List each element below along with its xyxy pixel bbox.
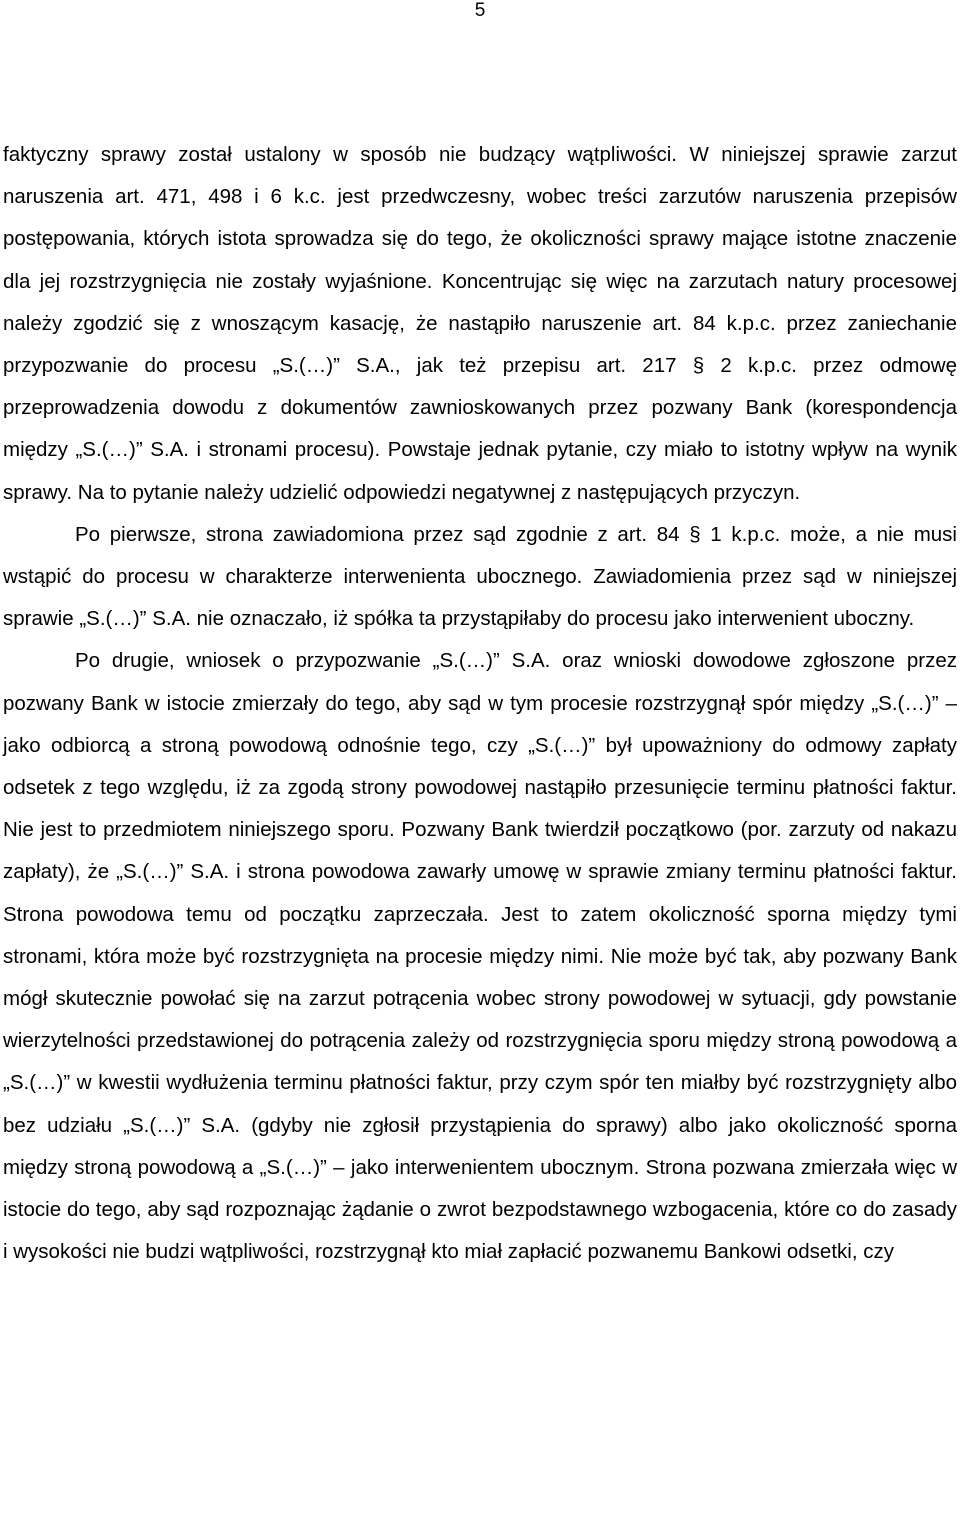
- page-number: 5: [474, 0, 486, 21]
- paragraph-first-reason: Po pierwsze, strona zawiadomiona przez sąd zgodnie z art. 84 § 1 k.p.c. może, a nie musi wstąpić do procesu w charakterze interwenienta ubocznego. Zawiadomienia przez sąd w niniejszej sprawie „S.(…)” S.A. nie oznaczało, iż spółka ta przystąpiłaby do procesu jako interwenient uboczny.: [3, 522, 957, 631]
- document-body: [3, 134, 957, 1273]
- paragraph-continuation: faktyczny sprawy został ustalony w sposób nie budzący wątpliwości. W niniejszej sprawie zarzut naruszenia art. 471, 498 i 6 k.c. jest przedwczesny, wobec treści zarzutów naruszenia przepisów postępowania, których istota sprowadza się do tego, że okoliczności sprawy mające istotne znaczenie dla jej rozstrzygnięcia nie zostały wyjaśnione. Koncentrując się więc na zarzutach natury procesowej należy zgodzić się z wnoszącym kasację, że nastąpiło naruszenie art. 84 k.p.c. przez zaniechanie przypozwanie do procesu „S.(…)” S.A., jak też przepisu art. 217 § 2 k.p.c. przez odmowę przeprowadzenia dowodu z dokumentów zawnioskowanych przez pozwany Bank (korespondencja między „S.(…)” S.A. i stronami procesu). Powstaje jednak pytanie, czy miało to istotny wpływ na wynik sprawy. Na to pytanie należy udzielić odpowiedzi negatywnej z następujących przyczyn.: [3, 143, 957, 504]
- paragraph-second-reason: Po drugie, wniosek o przypozwanie „S.(…)” S.A. oraz wnioski dowodowe zgłoszone przez pozwany Bank w istocie zmierzały do tego, aby sąd w tym procesie rozstrzygnął spór między „S.(…)” – jako odbiorcą a stroną powodową odnośnie tego, czy „S.(…)” był upoważniony do odmowy zapłaty odsetek z tego względu, iż za zgodą strony powodowej nastąpiło przesunięcie terminu płatności faktur. Nie jest to przedmiotem niniejszego sporu. Pozwany Bank twierdził początkowo (por. zarzuty od nakazu zapłaty), że „S.(…)” S.A. i strona powodowa zawarły umowę w sprawie zmiany terminu płatności faktur. Strona powodowa temu od początku zaprzeczała. Jest to zatem okoliczność sporna między tymi stronami, która może być rozstrzygnięta na procesie między nimi. Nie może być tak, aby pozwany Bank mógł skutecznie powołać się na zarzut potrącenia wobec strony powodowej w sytuacji, gdy powstanie wierzytelności przedstawionej do potrącenia zależy od rozstrzygnięcia sporu między stroną powodową a „S.(…)” w kwestii wydłużenia terminu płatności faktur, przy czym spór ten miałby być rozstrzygnięty albo bez udziału „S.(…)” S.A. (gdyby nie zgłosił przystąpienia do sprawy) albo jako okoliczność sporna między stroną powodową a „S.(…)” – jako interwenientem ubocznym. Strona pozwana zmierzała więc w istocie do tego, aby sąd rozpoznając żądanie o zwrot bezpodstawnego wzbogacenia, które co do zasady i wysokości nie budzi wątpliwości, rozstrzygnął kto miał zapłacić pozwanemu Bankowi odsetki, czy: [3, 649, 957, 1264]
